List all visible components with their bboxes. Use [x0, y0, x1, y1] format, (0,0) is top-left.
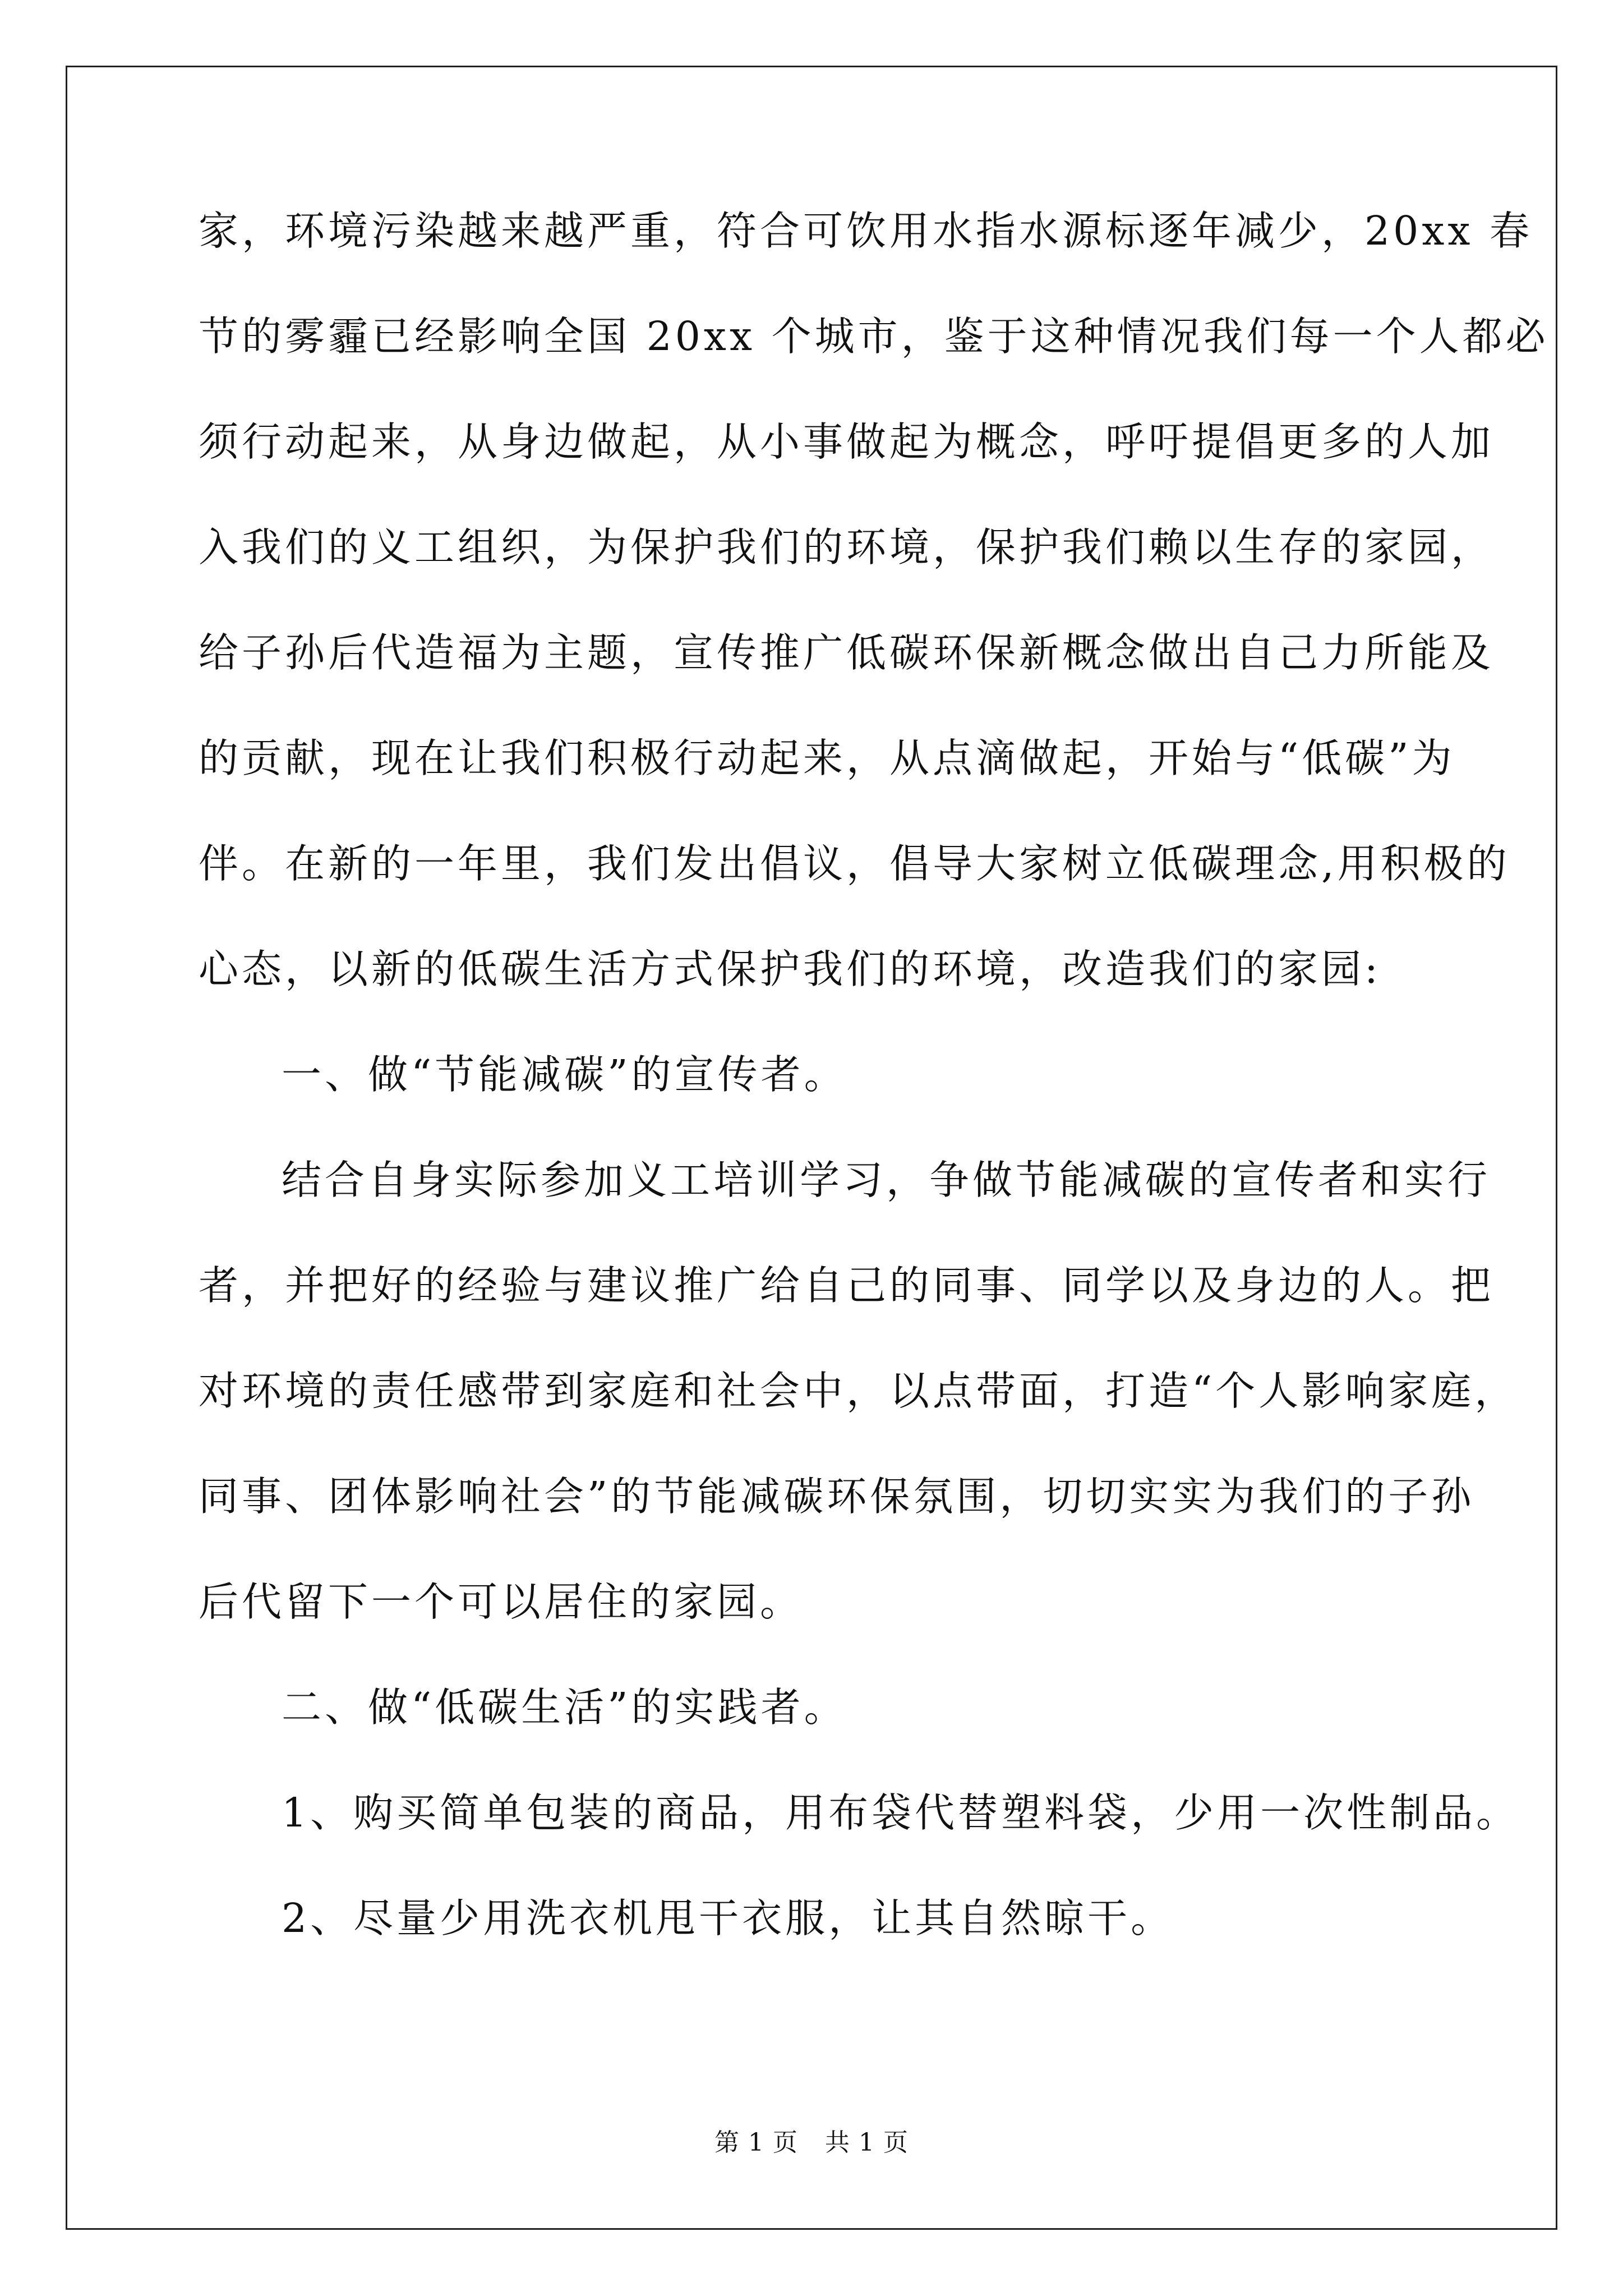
list-item: 2、尽量少用洗衣机甩干衣服，让其自然晾干。: [282, 1895, 1174, 1941]
text-line: 者，并把好的经验与建议推广给自己的同事、同学以及身边的人。把: [199, 1262, 1495, 1309]
section-heading: 二、做“低碳生活”的实践者。: [282, 1684, 847, 1731]
text-line: 伴。在新的一年里，我们发出倡议，倡导大家树立低碳理念,用积极的: [199, 840, 1510, 887]
page-number-current: 第 1 页: [714, 2128, 798, 2157]
section-heading: 一、做“节能减碳”的宣传者。: [282, 1051, 847, 1098]
text-line: 的贡献，现在让我们积极行动起来，从点滴做起，开始与“低碳”为: [199, 735, 1455, 781]
text-line: 同事、团体影响社会”的节能减碳环保氛围，切切实实为我们的子孙: [199, 1473, 1475, 1520]
text-line: 入我们的义工组织，为保护我们的环境，保护我们赖以生存的家园，: [199, 524, 1495, 570]
text-line: 后代留下一个可以居住的家园。: [199, 1579, 804, 1625]
text-line: 结合自身实际参加义工培训学习，争做节能减碳的宣传者和实行: [282, 1157, 1491, 1203]
text-line: 家，环境污染越来越严重，符合可饮用水指水源标逐年减少，20xx 春: [199, 208, 1533, 254]
page-number-total: 共 1 页: [825, 2128, 909, 2157]
text-line: 对环境的责任感带到家庭和社会中，以点带面，打造“个人影响家庭，: [199, 1368, 1518, 1414]
text-line: 须行动起来，从身边做起，从小事做起为概念，呼吁提倡更多的人加: [199, 418, 1495, 465]
list-item: 1、购买简单包装的商品，用布袋代替塑料袋，少用一次性制品。: [282, 1789, 1520, 1836]
page-footer: [0, 2128, 1623, 2157]
text-line: 节的雾霾已经影响全国 20xx 个城市，鉴于这种情况我们每一个人都必: [199, 313, 1549, 360]
text-line: 给子孙后代造福为主题，宣传推广低碳环保新概念做出自己力所能及: [199, 629, 1495, 676]
text-line: 心态，以新的低碳生活方式保护我们的环境，改造我们的家园:: [199, 946, 1381, 992]
